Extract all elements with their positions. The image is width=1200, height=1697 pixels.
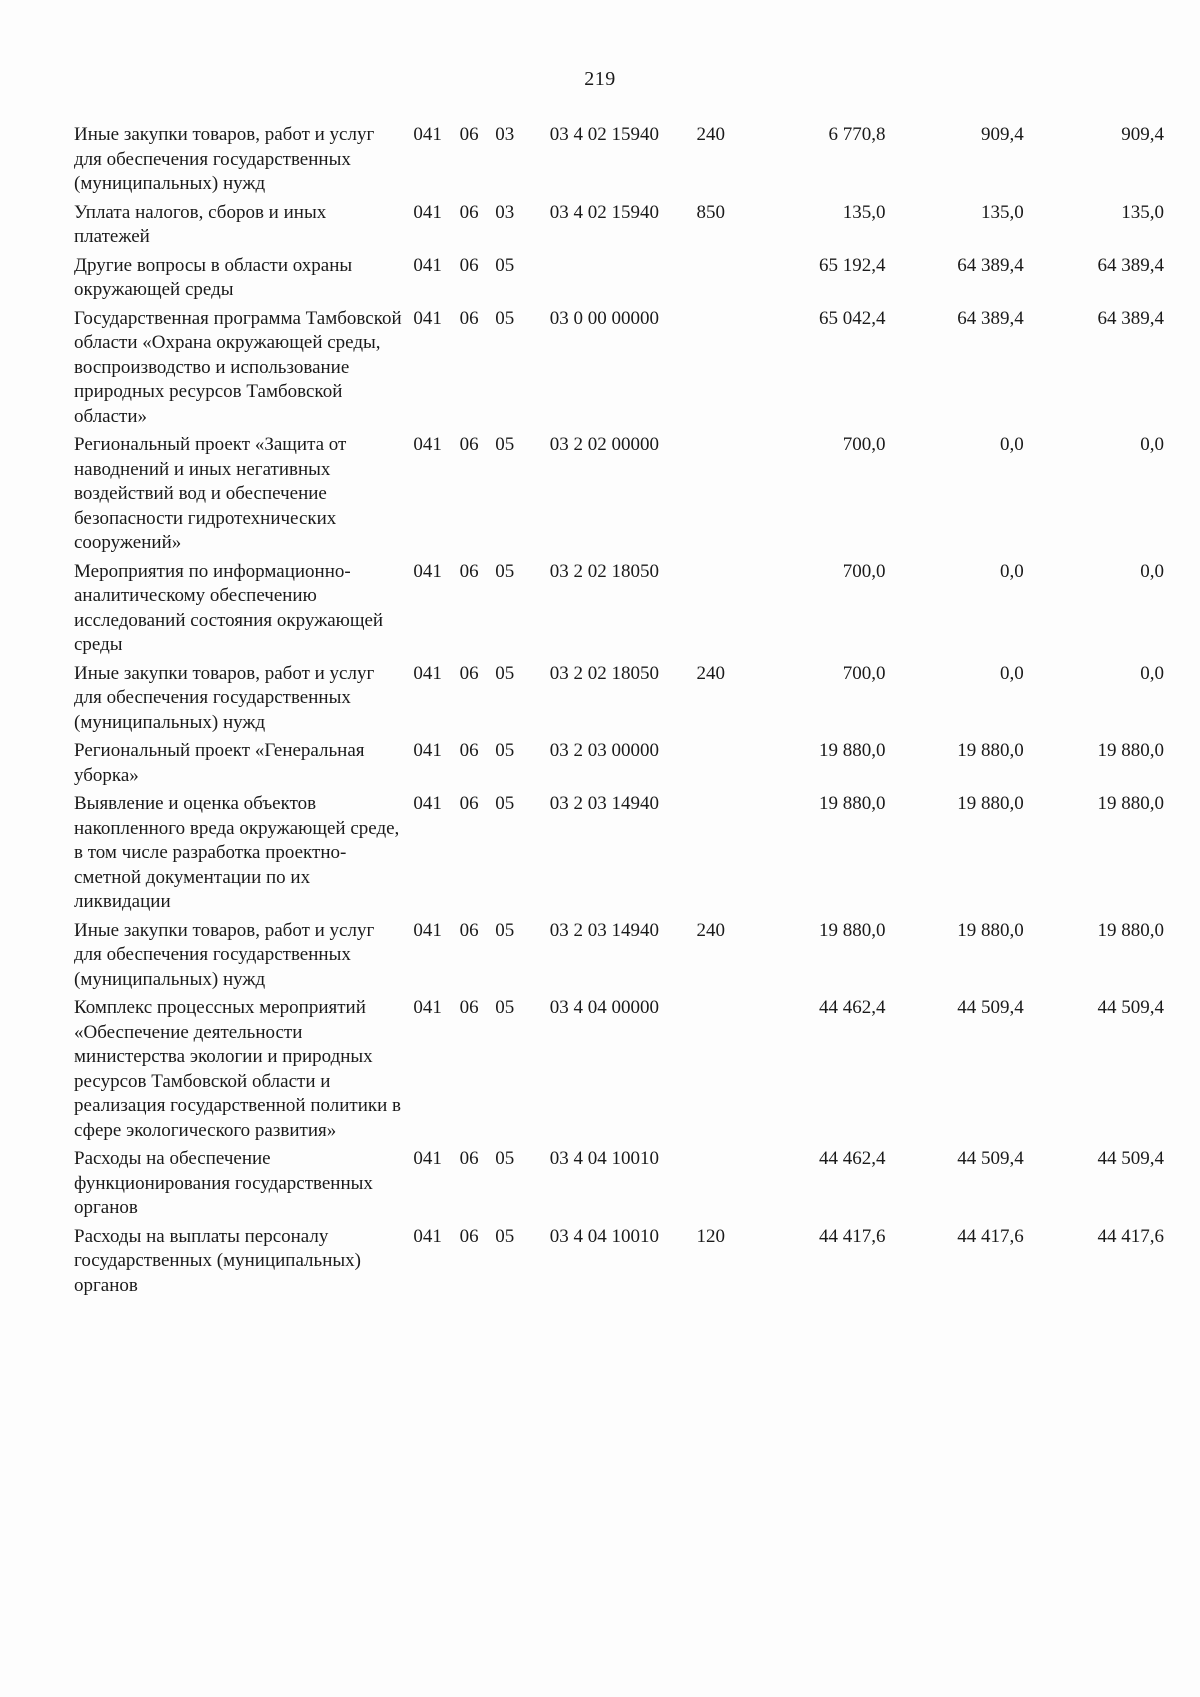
table-row [74,560,1164,662]
expense-type-code [697,433,756,560]
item-name: Выявление и оценка объектов накопленного вреда окружающей среде, в том числе разработка проектно-сметной документации по их ликвидации [74,793,400,912]
amount-3: 64 389,4 [1097,254,1164,276]
expense-type-code [697,996,756,1147]
expense-type-code [697,254,756,307]
subsection-code: 05 [495,997,515,1018]
ministry-code: 041 [413,919,442,941]
item-name: Расходы на выплаты персоналу государственных (муниципальных) органов [74,1225,361,1296]
section-code: 06 [459,201,479,223]
expense-type-code: 240 [696,124,725,145]
target-code: 03 2 03 14940 [549,793,660,814]
amount-1: 44 462,4 [818,1148,886,1169]
amount-1: 6 770,8 [828,124,886,145]
target-code: 03 2 02 00000 [549,434,660,455]
target-code: 03 2 02 18050 [549,662,660,684]
expense-type-code [697,739,756,792]
item-name: Региональный проект «Защита от наводнений и иных негативных воздействий вод и обеспечение безопасности гидротехнических сооружений» [74,434,347,553]
section-code: 06 [459,560,479,582]
amount-3: 44 417,6 [1097,1225,1164,1247]
amount-1: 700,0 [842,662,886,684]
subsection-code: 05 [495,254,515,276]
budget-table-body [74,123,1164,1302]
section-code: 06 [459,919,479,941]
item-name: Иные закупки товаров, работ и услуг для обеспечения государственных (муниципальных) нужд [74,919,375,990]
ministry-code: 041 [413,1148,442,1169]
section-code: 06 [459,254,479,276]
table-row [74,662,1164,740]
amount-3: 44 509,4 [1097,997,1164,1018]
amount-2: 0,0 [1000,560,1024,582]
expense-type-code: 850 [696,201,725,223]
section-code: 06 [459,997,479,1018]
amount-2: 44 417,6 [957,1225,1024,1247]
amount-2: 19 880,0 [957,740,1024,761]
amount-1: 65 042,4 [818,307,886,329]
item-name: Уплата налогов, сборов и иных платежей [74,201,327,247]
amount-2: 19 880,0 [957,793,1024,814]
item-name: Иные закупки товаров, работ и услуг для обеспечения государственных (муниципальных) нужд [74,124,375,194]
target-code: 03 2 03 00000 [549,740,660,761]
item-name: Мероприятия по информационно-аналитическому обеспечению исследований состояния окружающей среды [74,560,384,655]
amount-1: 65 192,4 [818,254,886,276]
subsection-code: 05 [495,740,515,761]
table-row [74,996,1164,1147]
subsection-code: 03 [495,201,515,223]
table-row [74,919,1164,997]
amount-3: 135,0 [1121,201,1164,223]
expense-type-code: 120 [696,1225,725,1247]
amount-3: 0,0 [1140,662,1164,684]
subsection-code: 03 [495,124,515,145]
table-row [74,433,1164,560]
section-code: 06 [459,1225,479,1247]
target-code: 03 4 04 10010 [549,1148,660,1169]
amount-2: 44 509,4 [957,997,1024,1018]
section-code: 06 [459,793,479,814]
amount-1: 135,0 [842,201,886,223]
section-code: 06 [459,307,479,329]
item-name: Расходы на обеспечение функционирования государственных органов [74,1148,373,1218]
target-code: 03 4 04 10010 [549,1225,660,1247]
item-name: Региональный проект «Генеральная уборка» [74,740,365,786]
page-number: 219 [584,68,616,90]
amount-1: 700,0 [842,434,886,455]
amount-1: 700,0 [842,560,886,582]
item-name: Другие вопросы в области охраны окружающей среды [74,254,353,300]
subsection-code: 05 [495,919,515,941]
ministry-code: 041 [413,793,442,814]
target-code: 03 4 04 00000 [549,997,660,1018]
target-code: 03 0 00 00000 [549,307,660,329]
expense-type-code: 240 [696,919,725,941]
table-row [74,201,1164,254]
amount-3: 19 880,0 [1097,793,1164,814]
target-code [550,254,697,307]
target-code: 03 2 03 14940 [549,919,660,941]
ministry-code: 041 [413,307,442,329]
budget-table [74,123,1164,1302]
ministry-code: 041 [413,124,442,145]
table-row [74,123,1164,201]
ministry-code: 041 [413,434,442,455]
amount-2: 64 389,4 [957,307,1024,329]
ministry-code: 041 [413,201,442,223]
item-name: Государственная программа Тамбовской области «Охрана окружающей среды, воспроизводство и использование природных ресурсов Тамбовской области» [74,307,402,427]
amount-2: 19 880,0 [957,919,1024,941]
target-code: 03 4 02 15940 [549,124,660,145]
ministry-code: 041 [413,740,442,761]
expense-type-code: 240 [696,662,725,684]
amount-3: 0,0 [1140,434,1164,455]
table-row [74,307,1164,434]
table-row [74,1147,1164,1225]
amount-3: 909,4 [1121,124,1164,145]
amount-1: 19 880,0 [818,740,886,761]
amount-1: 44 417,6 [818,1225,886,1247]
amount-3: 19 880,0 [1097,740,1164,761]
subsection-code: 05 [495,434,515,455]
amount-1: 44 462,4 [818,997,886,1018]
section-code: 06 [459,1148,479,1169]
expense-type-code [697,307,756,434]
target-code: 03 2 02 18050 [549,560,660,582]
amount-1: 19 880,0 [818,793,886,814]
amount-2: 0,0 [1000,662,1024,684]
amount-2: 909,4 [981,124,1024,145]
ministry-code: 041 [413,560,442,582]
ministry-code: 041 [413,997,442,1018]
amount-3: 19 880,0 [1097,919,1164,941]
subsection-code: 05 [495,307,515,329]
section-code: 06 [459,740,479,761]
item-name: Иные закупки товаров, работ и услуг для обеспечения государственных (муниципальных) нужд [74,662,375,733]
ministry-code: 041 [413,254,442,276]
item-name: Комплекс процессных мероприятий «Обеспечение деятельности министерства экологии и природных ресурсов Тамбовской области и реализация государственной политики в сфере экологического развития» [74,997,401,1141]
subsection-code: 05 [495,560,515,582]
ministry-code: 041 [413,662,442,684]
amount-3: 64 389,4 [1097,307,1164,329]
amount-3: 44 509,4 [1097,1148,1164,1169]
expense-type-code [697,560,756,662]
section-code: 06 [459,434,479,455]
amount-2: 64 389,4 [957,254,1024,276]
amount-2: 44 509,4 [957,1148,1024,1169]
table-row [74,254,1164,307]
amount-3: 0,0 [1140,560,1164,582]
ministry-code: 041 [413,1225,442,1247]
table-row [74,1225,1164,1303]
subsection-code: 05 [495,1148,515,1169]
section-code: 06 [459,662,479,684]
section-code: 06 [459,124,479,145]
expense-type-code [697,792,756,919]
table-row [74,739,1164,792]
target-code: 03 4 02 15940 [549,201,660,223]
amount-2: 0,0 [1000,434,1024,455]
table-row [74,792,1164,919]
amount-1: 19 880,0 [818,919,886,941]
subsection-code: 05 [495,662,515,684]
subsection-code: 05 [495,1225,515,1247]
expense-type-code [697,1147,756,1225]
amount-2: 135,0 [981,201,1024,223]
subsection-code: 05 [495,793,515,814]
